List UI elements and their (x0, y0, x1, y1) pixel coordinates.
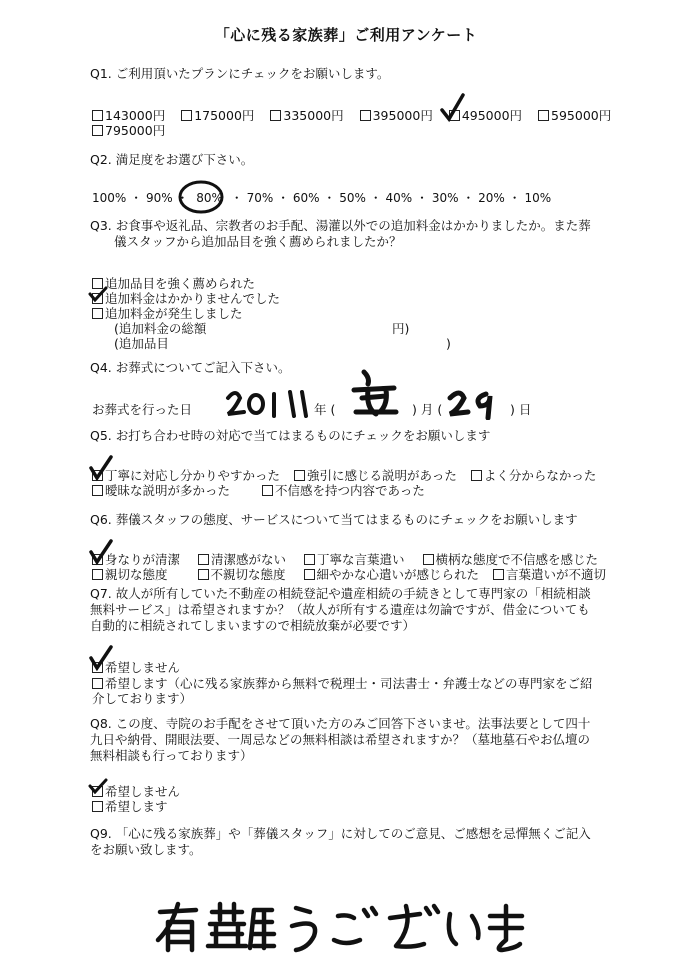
q1-options-row2 (92, 123, 177, 139)
q6-option[interactable]: 不親切な態度 (198, 567, 286, 583)
q4-month-label: ) 月 ( (412, 402, 443, 417)
q1-option-selected[interactable]: 495000円 (449, 108, 522, 124)
checkbox[interactable] (360, 110, 371, 121)
check-mark-icon (438, 92, 468, 124)
q1-option[interactable]: 143000円 (92, 108, 165, 124)
q7-text-line3: 自動的に相続されてしまいますので相続放棄が必要です） (90, 618, 416, 633)
q5-options-row1 (92, 468, 596, 484)
q5-option[interactable]: 不信感を持つ内容であった (262, 483, 425, 499)
q6-option-selected[interactable]: 身なりが清潔 (92, 552, 180, 568)
q3-option[interactable]: 追加品目を強く薦められた (92, 276, 255, 292)
q8-text-line2: 九日や納骨、開眼法要、一周忌などの無料相談は希望されますか？（墓地墓石やお仏壇の (90, 732, 591, 747)
check-mark-icon (88, 286, 108, 302)
checkbox[interactable] (493, 569, 504, 580)
checkbox[interactable] (294, 470, 305, 481)
q2-scale: 100% ・ 90% ・ 80% ・ 70% ・ 60% ・ 50% ・ 40% ・ 30% ・ 20% ・ 10% (92, 191, 552, 205)
checkbox[interactable] (92, 308, 103, 319)
handwritten-day-icon (444, 386, 508, 420)
checkbox[interactable] (471, 470, 482, 481)
q5-options-row2 (92, 483, 437, 499)
checkbox[interactable] (198, 554, 209, 565)
q1-text: Q1. ご利用頂いたプランにチェックをお願いします。 (90, 66, 390, 81)
checkbox[interactable] (92, 110, 103, 121)
q6-option[interactable]: 親切な態度 (92, 567, 168, 583)
q2-scale-item[interactable]: 100% (92, 191, 127, 205)
q6-options-row1 (92, 552, 598, 568)
checkbox[interactable] (92, 678, 103, 689)
checkbox[interactable] (304, 569, 315, 580)
q4-date-label: お葬式を行った日 (92, 402, 193, 417)
check-mark-icon (88, 538, 114, 566)
q2-scale-item[interactable]: 20% (478, 191, 505, 205)
q7-text-line1: Q7. 故人が所有していた不動産の相続登記や遺産相続の手続きとして専門家の「相続相談 (90, 586, 591, 601)
q4-day-label: ) 日 (510, 402, 532, 417)
q1-option[interactable]: 395000円 (360, 108, 433, 124)
checkbox[interactable] (92, 485, 103, 496)
check-mark-icon (88, 778, 108, 794)
q5-option[interactable]: 曖昧な説明が多かった (92, 483, 230, 499)
q5-option-selected[interactable]: 丁寧に対応し分かりやすかった (92, 468, 280, 484)
q2-scale-item[interactable]: 90% (145, 191, 173, 205)
q6-option[interactable]: 言葉遣いが不適切 (493, 567, 606, 583)
q3-items-close: ) (446, 336, 451, 351)
q3-text-line2: 儀スタッフから追加品目を強く薦められましたか？ (114, 234, 402, 249)
q1-option[interactable]: 175000円 (181, 108, 254, 124)
checkbox[interactable] (92, 801, 103, 812)
q8-option[interactable]: 希望します (92, 799, 168, 815)
q6-options-row2 (92, 567, 606, 583)
check-mark-icon (88, 454, 114, 482)
q6-option[interactable]: 丁寧な言葉遣い (304, 552, 405, 568)
check-mark-icon (88, 644, 114, 672)
q9-text-line2: をお願い致します。 (90, 842, 202, 857)
q4-text: Q4. お葬式についてご記入下さい。 (90, 360, 291, 375)
q6-text: Q6. 葬儀スタッフの態度、サービスについて当てはまるものにチェックをお願いします (90, 512, 578, 527)
checkbox[interactable] (423, 554, 434, 565)
q2-scale-item[interactable]: 30% (431, 191, 459, 205)
q2-scale-item[interactable]: 60% (292, 191, 320, 205)
q2-scale-item[interactable]: 10% (524, 191, 552, 205)
q3-amount-label: (追加料金の総額 (114, 321, 207, 336)
checkbox[interactable] (92, 569, 103, 580)
q6-option[interactable]: 清潔感がない (198, 552, 286, 568)
q5-option[interactable]: 強引に感じる説明があった (294, 468, 457, 484)
q3-option[interactable]: 追加料金が発生しました (92, 306, 243, 322)
checkbox[interactable] (262, 485, 273, 496)
q3-text-line1: Q3. お食事や返礼品、宗教者のお手配、湯灌以外での追加料金はかかりましたか。また葬 (90, 218, 591, 233)
q1-option[interactable]: 335000円 (270, 108, 343, 124)
q2-scale-item[interactable]: 70% (246, 191, 274, 205)
q7-option-selected[interactable]: 希望しません (92, 660, 180, 676)
q8-option-selected[interactable]: 希望しません (92, 784, 180, 800)
checkbox[interactable] (304, 554, 315, 565)
checkbox[interactable] (181, 110, 192, 121)
checkbox[interactable] (92, 125, 103, 136)
checkbox[interactable] (270, 110, 281, 121)
q3-items-label: (追加品目 (114, 336, 169, 351)
q1-option[interactable]: 795000円 (92, 123, 165, 139)
q7-option[interactable]: 希望します（心に残る家族葬から無料で税理士・司法書士・弁護士などの専門家をご紹 (92, 676, 593, 692)
handwritten-year-icon (224, 386, 310, 420)
q7-option-continued: 介しております） (92, 691, 193, 706)
q5-option[interactable]: よく分からなかった (471, 468, 597, 484)
checkbox[interactable] (198, 569, 209, 580)
q2-scale-item[interactable]: 40% (385, 191, 413, 205)
q6-option[interactable]: 横柄な態度で不信感を感じた (423, 552, 599, 568)
q2-scale-item[interactable]: 50% (339, 191, 366, 205)
q7-text-line2: 無料サービス」は希望されますか？（故人が所有する遺産は勿論ですが、借金についても (90, 602, 590, 617)
q5-text: Q5. お打ち合わせ時の対応で当てはまるものにチェックをお願いします (90, 428, 491, 443)
q1-option[interactable]: 595000円 (538, 108, 611, 124)
q3-option-selected[interactable]: 追加料金はかかりませんでした (92, 291, 280, 307)
q4-year-label: 年 ( (314, 402, 336, 417)
q2-scale-item-selected[interactable]: 80% (196, 191, 223, 205)
q8-text-line3: 無料相談も行っております） (90, 748, 253, 763)
q3-amount-unit: 円) (392, 321, 410, 336)
q2-text: Q2. 満足度をお選び下さい。 (90, 152, 254, 167)
q8-text-line1: Q8. この度、寺院のお手配をさせて頂いた方のみご回答下さいませ。法事法要として四十 (90, 716, 591, 731)
checkbox[interactable] (538, 110, 549, 121)
page-title: 「心に残る家族葬」ご利用アンケート (214, 26, 478, 44)
circle-mark-icon (176, 178, 226, 216)
q9-text-line1: Q9. 「心に残る家族葬」や「葬儀スタッフ」に対してのご意見、ご感想を忌憚無くご記入 (90, 826, 591, 841)
q6-option[interactable]: 細やかな心遣いが感じられた (304, 567, 480, 583)
q1-options-row1 (92, 108, 623, 124)
handwritten-month-icon (346, 368, 404, 418)
handwritten-comment-icon (150, 900, 570, 954)
